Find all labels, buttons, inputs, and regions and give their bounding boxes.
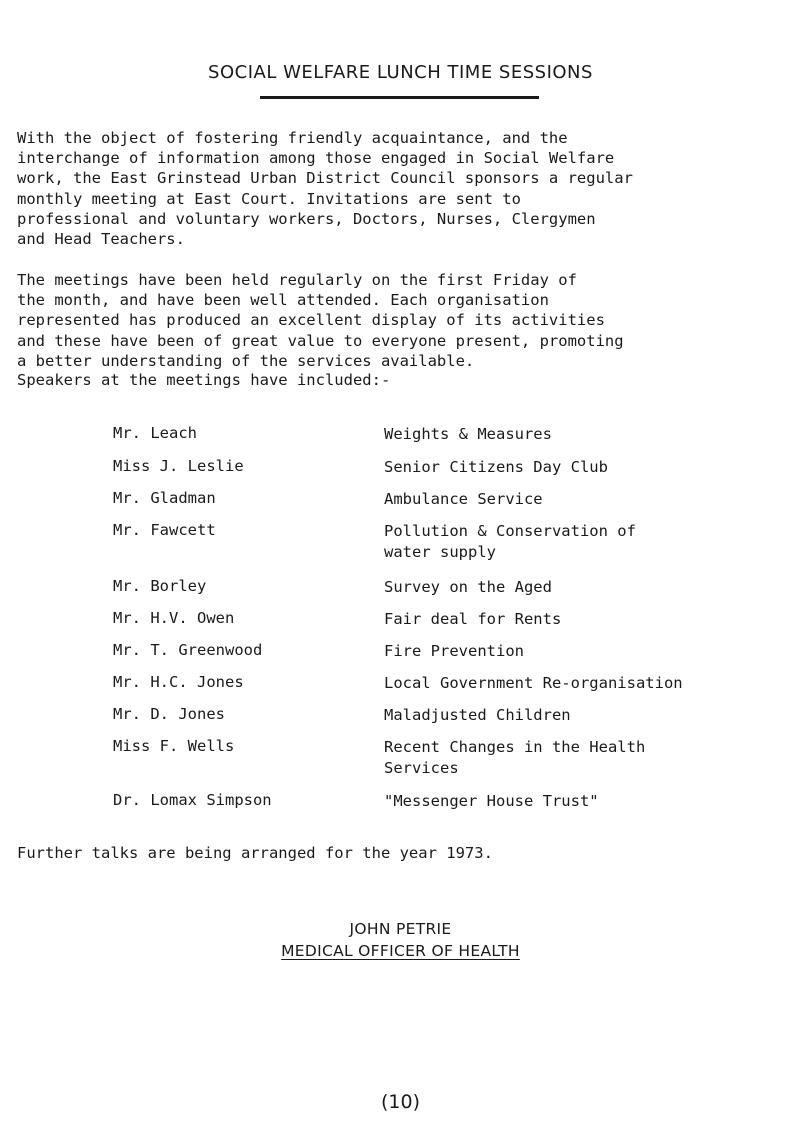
paragraph-line: The meetings have been held regularly on the first Friday of	[17, 271, 577, 289]
speakers-intro-paragraph	[17, 370, 792, 390]
paragraph-line: professional and voluntary workers, Doctors, Nurses, Clergymen	[17, 209, 596, 228]
speaker-name: Miss F. Wells	[113, 737, 235, 755]
speaker-topic: Weights & Measures	[384, 425, 552, 443]
closing-line: Further talks are being arranged for the year 1973.	[17, 844, 493, 862]
paragraph-line: work, the East Grinstead Urban District Council sponsors a regular	[17, 169, 633, 188]
speaker-topic: Maladjusted Children	[384, 706, 571, 724]
speaker-name: Dr. Lomax Simpson	[113, 791, 272, 809]
speaker-name: Mr. Fawcett	[113, 521, 216, 539]
speaker-name: Mr. Leach	[113, 424, 197, 442]
speaker-topic: Senior Citizens Day Club	[384, 458, 608, 476]
speaker-topic: Ambulance Service	[384, 490, 543, 508]
closing-paragraph	[17, 843, 792, 863]
speaker-name: Mr. H.C. Jones	[113, 673, 244, 691]
paragraph-line: the month, and have been well attended. Each organisation	[17, 291, 549, 310]
speaker-name: Mr. T. Greenwood	[113, 641, 263, 659]
speaker-name: Mr. H.V. Owen	[113, 609, 235, 627]
title-underline-rule	[260, 96, 539, 99]
speaker-name: Mr. D. Jones	[113, 705, 225, 723]
paragraph-line: a better understanding of the services available.	[17, 351, 475, 370]
paragraph-line: monthly meeting at East Court. Invitations are sent to	[17, 189, 521, 208]
paragraph-line: interchange of information among those engaged in Social Welfare	[17, 149, 615, 168]
speaker-name: Mr. Borley	[113, 577, 207, 595]
paragraph-line: With the object of fostering friendly acquaintance, and the	[17, 129, 568, 147]
signature-title: MEDICAL OFFICER OF HEALTH	[281, 942, 520, 960]
paragraph-line: and these have been of great value to everyone present, promoting	[17, 331, 624, 350]
signature-name: JOHN PETRIE	[349, 920, 452, 938]
speaker-name: Mr. Gladman	[113, 489, 216, 507]
speaker-topic: Fire Prevention	[384, 642, 524, 660]
speaker-topic: Local Government Re-organisation	[384, 674, 683, 692]
speaker-topic: Survey on the Aged	[384, 578, 552, 596]
speaker-topic: "Messenger House Trust"	[384, 792, 599, 810]
meetings-paragraph	[17, 270, 792, 371]
page-title: SOCIAL WELFARE LUNCH TIME SESSIONS	[208, 62, 593, 83]
paragraph-line: Speakers at the meetings have included:-	[17, 371, 391, 389]
page-number: (10)	[380, 1091, 420, 1113]
speaker-topic: Recent Changes in the Health Services	[384, 738, 646, 777]
paragraph-line: represented has produced an excellent display of its activities	[17, 311, 605, 330]
speaker-name: Miss J. Leslie	[113, 457, 244, 475]
speaker-topic: Fair deal for Rents	[384, 610, 562, 628]
speaker-topic: Pollution & Conservation of water supply	[384, 522, 636, 561]
paragraph-line: and Head Teachers.	[17, 230, 185, 249]
intro-paragraph	[17, 128, 792, 249]
